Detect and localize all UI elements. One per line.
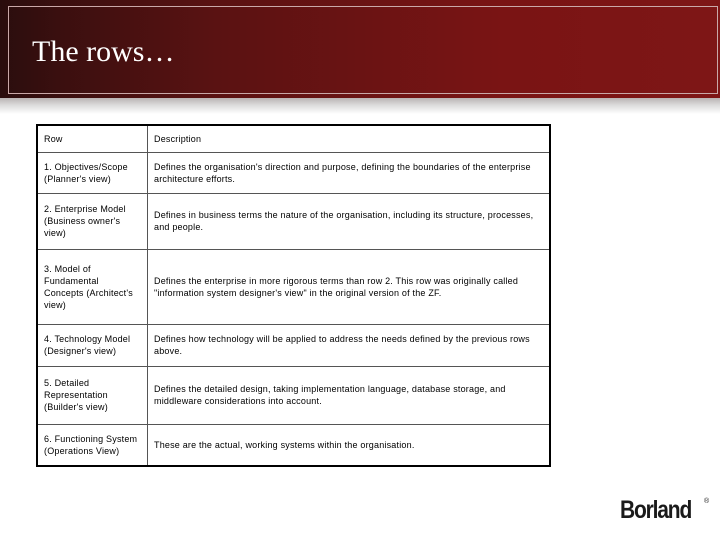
logo-wordmark: Borland bbox=[620, 496, 692, 524]
row-name-cell: 5. Detailed Representation (Builder's view) bbox=[37, 366, 148, 424]
slide-title: The rows… bbox=[32, 35, 175, 68]
registered-mark: ® bbox=[704, 498, 710, 505]
table-row bbox=[37, 324, 550, 366]
row-name-cell: 2. Enterprise Model (Business owner's view) bbox=[37, 193, 148, 249]
row-name-cell: 4. Technology Model (Designer's view) bbox=[37, 324, 148, 366]
row-description-cell: Defines the enterprise in more rigorous terms than row 2. This row was originally called "information system designer's view" in the original version of the ZF. bbox=[148, 249, 551, 324]
row-name-cell: 6. Functioning System (Operations View) bbox=[37, 424, 148, 466]
table-row bbox=[37, 152, 550, 193]
row-description-cell: Defines the organisation's direction and purpose, defining the boundaries of the enterprise architecture efforts. bbox=[148, 152, 551, 193]
title-banner bbox=[0, 0, 720, 98]
row-description-cell: Defines in business terms the nature of the organisation, including its structure, processes, and people. bbox=[148, 193, 551, 249]
title-banner-shadow bbox=[0, 98, 720, 114]
row-name-cell: 1. Objectives/Scope (Planner's view) bbox=[37, 152, 148, 193]
table-header-row bbox=[37, 125, 550, 152]
table-row bbox=[37, 249, 550, 324]
borland-logo bbox=[620, 496, 712, 524]
row-description-cell: Defines the detailed design, taking implementation language, database storage, and middleware considerations into account. bbox=[148, 366, 551, 424]
rows-table bbox=[36, 124, 551, 467]
column-header-row: Row bbox=[37, 125, 148, 152]
table-row bbox=[37, 193, 550, 249]
column-header-description: Description bbox=[148, 125, 551, 152]
table-row bbox=[37, 424, 550, 466]
row-name-cell: 3. Model of Fundamental Concepts (Architect's view) bbox=[37, 249, 148, 324]
row-description-cell: These are the actual, working systems within the organisation. bbox=[148, 424, 551, 466]
table-row bbox=[37, 366, 550, 424]
row-description-cell: Defines how technology will be applied to address the needs defined by the previous rows above. bbox=[148, 324, 551, 366]
